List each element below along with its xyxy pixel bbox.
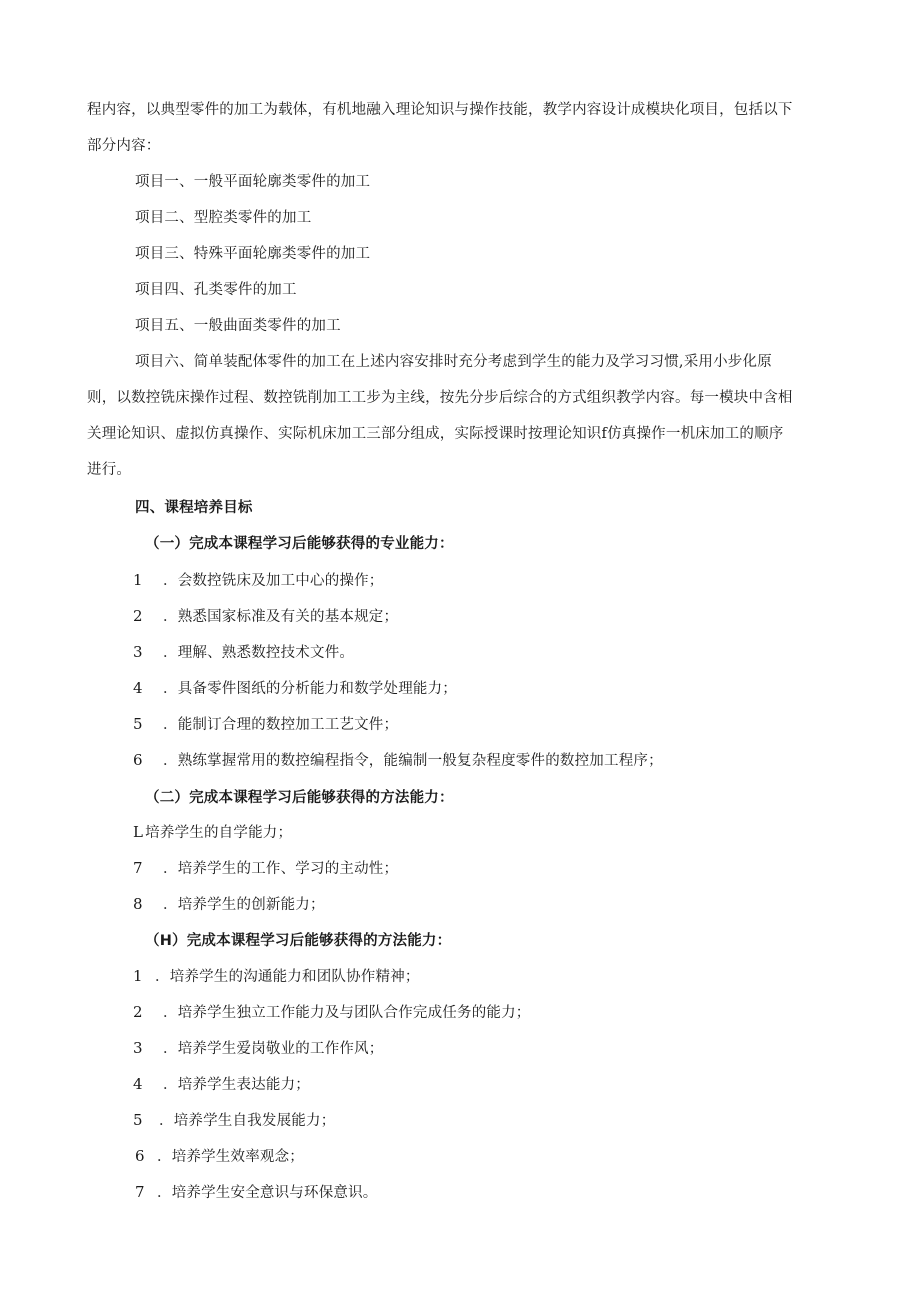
list-item: L 培养学生的自学能力；: [133, 823, 293, 841]
intro-line-2: 部分内容：: [87, 138, 161, 154]
subsection-heading: （一）完成本课程学习后能够获得的专业能力：: [145, 536, 454, 552]
list-item: 6 ．熟练掌握常用的数控编程指令，能编制一般复杂程度零件的数控加工程序；: [133, 751, 663, 769]
project6-line-3: 关理论知识、虚拟仿真操作、实际机床加工三部分组成，实际授课时按理论知识f仿真操作一机床加工的顺序: [87, 426, 784, 442]
subsection-heading: （H）完成本课程学习后能够获得的方法能力：: [145, 933, 452, 949]
list-item: 1 ．会数控铣床及加工中心的操作；: [133, 571, 384, 589]
subsection-heading: （二）完成本课程学习后能够获得的方法能力：: [145, 790, 454, 806]
project6-line-1: 项目六、简单装配体零件的加工在上述内容安排时充分考虑到学生的能力及学习习惯,采用小步化原: [135, 354, 772, 370]
list-item: 4 ．具备零件图纸的分析能力和数学处理能力；: [133, 679, 457, 697]
project-item: 项目二、型腔类零件的加工: [135, 210, 312, 226]
list-item: 4 ．培养学生表达能力；: [133, 1075, 310, 1093]
intro-line-1: 程内容，以典型零件的加工为载体，有机地融入理论知识与操作技能，教学内容设计成模块化项目，包括以下: [87, 102, 793, 118]
list-item: 7 ．培养学生的工作、学习的主动性；: [133, 859, 399, 877]
project6-line-2: 则，以数控铣床操作过程、数控铣削加工工步为主线，按先分步后综合的方式组织教学内容。每一模块中含相: [87, 390, 793, 406]
project-item: 项目一、一般平面轮廓类零件的加工: [135, 174, 371, 190]
list-item: 2 ．熟悉国家标准及有关的基本规定；: [133, 607, 399, 625]
list-item: 5 ．培养学生自我发展能力；: [133, 1111, 336, 1129]
section-heading: 四、课程培养目标: [135, 500, 253, 516]
list-item: 3 ．理解、熟悉数控技术文件。: [133, 643, 355, 661]
list-item: 5 ．能制订合理的数控加工工艺文件；: [133, 715, 399, 733]
project6-line-4: 进行。: [87, 462, 132, 478]
list-item: 1 ．培养学生的沟通能力和团队协作精神；: [133, 967, 420, 985]
list-item: 8 ．培养学生的创新能力；: [133, 895, 325, 913]
project-item: 项目三、特殊平面轮廓类零件的加工: [135, 246, 371, 262]
list-item: 2 ．培养学生独立工作能力及与团队合作完成任务的能力；: [133, 1003, 531, 1021]
project-item: 项目四、孔类零件的加工: [135, 282, 297, 298]
list-item: 3 ．培养学生爱岗敬业的工作作风；: [133, 1039, 384, 1057]
project-item: 项目五、一般曲面类零件的加工: [135, 318, 341, 334]
list-item: 6 ．培养学生效率观念；: [135, 1147, 304, 1165]
list-item: 7 ．培养学生安全意识与环保意识。: [135, 1183, 378, 1201]
